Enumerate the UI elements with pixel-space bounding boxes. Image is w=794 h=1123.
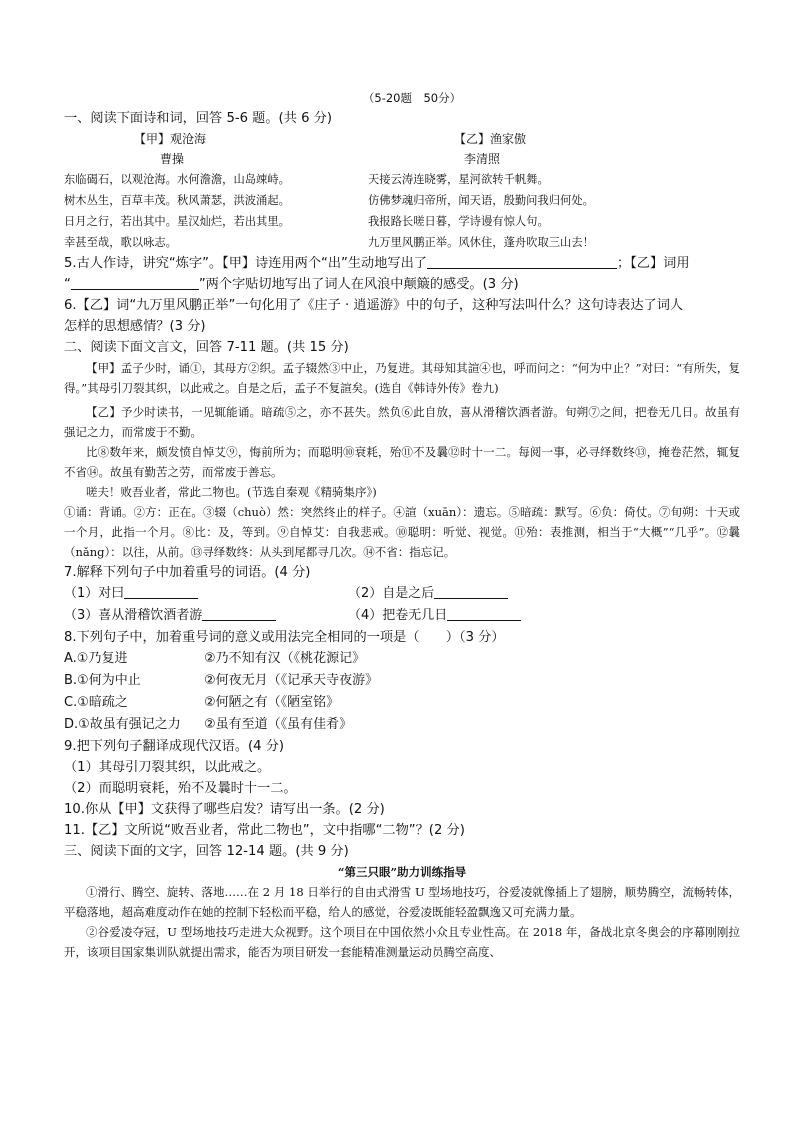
q8-option-a[interactable] <box>64 648 740 670</box>
poem-b-line: 天接云涛连晓雾，星河欲转千帆舞。 <box>368 173 549 186</box>
poem-b-author: 李清照 <box>464 152 501 166</box>
q8-option-b[interactable] <box>64 670 740 692</box>
q8-option-d[interactable] <box>64 714 740 736</box>
poem-a-line: 树木丛生，百草丰茂。秋风萧瑟，洪波涌起。 <box>64 194 290 207</box>
q8-option-d-part-1: D.①故虽有强记之力 <box>64 717 181 732</box>
q8-option-b-part-1: B.①何为中止 <box>64 673 141 688</box>
poem-b-line: 仿佛梦魂归帝所，闻天语，殷勤问我归何处。 <box>368 194 594 207</box>
classical-text-yi-3: 嗟夫！败吾业者，常此二物也。(节选自秦观《精骑集序》) <box>86 485 377 499</box>
q5-answer-blank-2[interactable] <box>71 275 199 290</box>
question-5-cont <box>64 274 740 295</box>
q7-item-4 <box>348 605 521 627</box>
classical-text-jia: 【甲】孟子少时，诵①，其母方②织。孟子辍然③中止，乃复进。其母知其諠④也，呼而问之：“何为中止？”对曰：“有所失，复得。”其母引刀裂其织，以此戒之。自是之后，孟子不复諠矣。(选自《韩诗外传》卷九) <box>64 361 740 395</box>
poem-b-line: 九万里风鹏正举。风休住，蓬舟吹取三山去！ <box>368 236 594 249</box>
q8-option-c-part-1: C.①暗疏之 <box>64 695 128 710</box>
q7-row-2 <box>64 605 740 627</box>
q8-option-a-part-1: A.①乃复进 <box>64 651 128 666</box>
q9-item-1: （1）其母引刀裂其织，以此戒之。 <box>64 760 271 775</box>
poem-titles <box>64 129 740 149</box>
q7-item-1 <box>64 583 348 605</box>
poem-a-line: 日月之行，若出其中。星汉灿烂，若出其里。 <box>64 215 290 228</box>
q7-item-3 <box>64 605 348 627</box>
question-11: 11.【乙】文所说“败吾业者，常此二物也”，文中指哪“二物”？(2 分) <box>64 823 465 838</box>
q5-text-b: ；【乙】词用 <box>617 256 690 271</box>
question-9: 9.把下列句子翻译成现代汉语。(4 分) <box>64 739 285 754</box>
question-10: 10.你从【甲】文获得了哪些启发？请写出一条。(2 分) <box>64 802 385 817</box>
q8-option-a-part-2: ②乃不知有汉（《桃花源记》 <box>204 651 366 666</box>
question-6: 6.【乙】词“九万里风鹏正举”一句化用了《庄子 · 逍遥游》中的句子，这种写法叫什么？这句诗表达了词人 <box>64 298 684 313</box>
poem-b-body <box>368 169 740 253</box>
q7-row-1 <box>64 583 740 605</box>
poem-a-line: 东临碣石，以观沧海。水何澹澹，山岛竦峙。 <box>64 173 290 186</box>
q8-option-c[interactable] <box>64 692 740 714</box>
classical-text-yi-2: 比⑧数年来，颇发愤自悼艾⑨，悔前所为；而聪明⑩衰耗，殆⑪不及曩⑫时十一二。每阅一事，必寻绎数终⑬，掩卷茫然，辄复不省⑭。故虽有勤苦之劳，而常废于善忘。 <box>64 445 740 479</box>
q7-item-1-label: （1）对曰 <box>64 586 125 601</box>
q8-option-b-part-2: ②何夜无月（《记承天寺夜游》 <box>204 673 379 688</box>
q7-item-2-label: （2）自是之后 <box>348 586 435 601</box>
question-5 <box>64 253 740 274</box>
annotations: ①诵：背诵。②方：正在。③辍（chuò）然：突然终止的样子。④諠（xuān）：遗忘。⑤暗疏：默写。⑥负：倚仗。⑦旬朔：十天或一个月，此指一个月。⑧比：及，等到。⑨自悼艾：自我悲戒。⑩聪明：听觉、视觉。⑪殆：表推测，相当于“大概”“几乎”。⑫曩（nǎng）：以往，从前。⑬寻绎数终：从头到尾都寻几次。⑭不省：指忘记。 <box>64 505 740 559</box>
q7-item-2 <box>348 583 508 605</box>
article-title: “第三只眼”助力训练指导 <box>337 865 467 879</box>
article-paragraph-2: ②谷爱凌夺冠，U 型场地技巧走进大众视野。这个项目在中国依然小众且专业性高。在 2018 年，备战北京冬奥会的序幕刚刚拉开，该项目国家集训队就提出需求，能否为项目研发一套能精准测量运动员腾空高度、 <box>64 925 740 959</box>
q7-blank-2[interactable] <box>434 584 508 599</box>
poem-b-title: 【乙】渔家傲 <box>454 132 527 146</box>
q7-item-3-label: （3）喜从滑稽饮酒者游 <box>64 608 203 623</box>
q7-blank-1[interactable] <box>124 584 198 599</box>
q7-blank-3[interactable] <box>202 606 276 621</box>
question-6-cont: 怎样的思想感情？(3 分) <box>64 319 206 334</box>
poem-b-line: 我报路长嗟日暮，学诗谩有惊人句。 <box>368 215 549 228</box>
section-header: （5-20题 50分） <box>362 91 462 105</box>
q8-option-c-part-2: ②何陋之有（《陋室铭》 <box>204 695 340 710</box>
question-8: 8.下列句子中，加着重号词的意义或用法完全相同的一项是（ ）（3 分） <box>64 630 505 645</box>
question-7: 7.解释下列句子中加着重号的词语。(4 分) <box>64 565 311 580</box>
q7-blank-4[interactable] <box>447 606 521 621</box>
q7-item-4-label: （4）把卷无几日 <box>348 608 448 623</box>
poems <box>64 169 740 253</box>
poem-a-title: 【甲】观沧海 <box>134 132 207 146</box>
section-2-title: 二、阅读下面文言文，回答 7-11 题。(共 15 分) <box>64 340 349 355</box>
section-3-title: 三、阅读下面的文字，回答 12-14 题。(共 9 分) <box>64 844 349 859</box>
q9-item-2: （2）而聪明衰耗，殆不及曩时十一二。 <box>64 781 297 796</box>
classical-text-yi-1: 【乙】予少时读书，一见辄能诵。暗疏⑤之，亦不甚失。然负⑥此自放，喜从滑稽饮酒者游。旬朔⑦之间，把卷无几日。故虽有强记之力，而常废于不勤。 <box>64 405 740 439</box>
q5-answer-blank-1[interactable] <box>427 254 617 269</box>
q5-text-d: ”两个字贴切地写出了词人在风浪中颠簸的感受。(3 分) <box>198 277 519 292</box>
q5-text-c: “ <box>64 277 71 292</box>
poem-authors <box>64 149 740 169</box>
poem-a-line: 幸甚至哉，歌以咏志。 <box>64 236 177 249</box>
article-paragraph-1: ①滑行、腾空、旋转、落地……在 2 月 18 日举行的自由式滑雪 U 型场地技巧，谷爱凌就像插上了翅膀，顺势腾空，流畅转体，平稳落地，超高难度动作在她的控制下轻松而平稳，给人的感觉，谷爱凌既能轻盈飘逸又可充满力量。 <box>64 885 740 919</box>
poem-a-body <box>64 169 368 253</box>
section-1-title: 一、阅读下面诗和词，回答 5-6 题。(共 6 分) <box>64 111 332 126</box>
q5-text-a: 5.古人作诗，讲究“炼字”。【甲】诗连用两个“出”生动地写出了 <box>64 256 427 271</box>
poem-a-author: 曹操 <box>160 152 185 166</box>
exam-page <box>64 88 740 962</box>
q8-option-d-part-2: ②虽有至道（《虽有佳肴》 <box>204 717 353 732</box>
